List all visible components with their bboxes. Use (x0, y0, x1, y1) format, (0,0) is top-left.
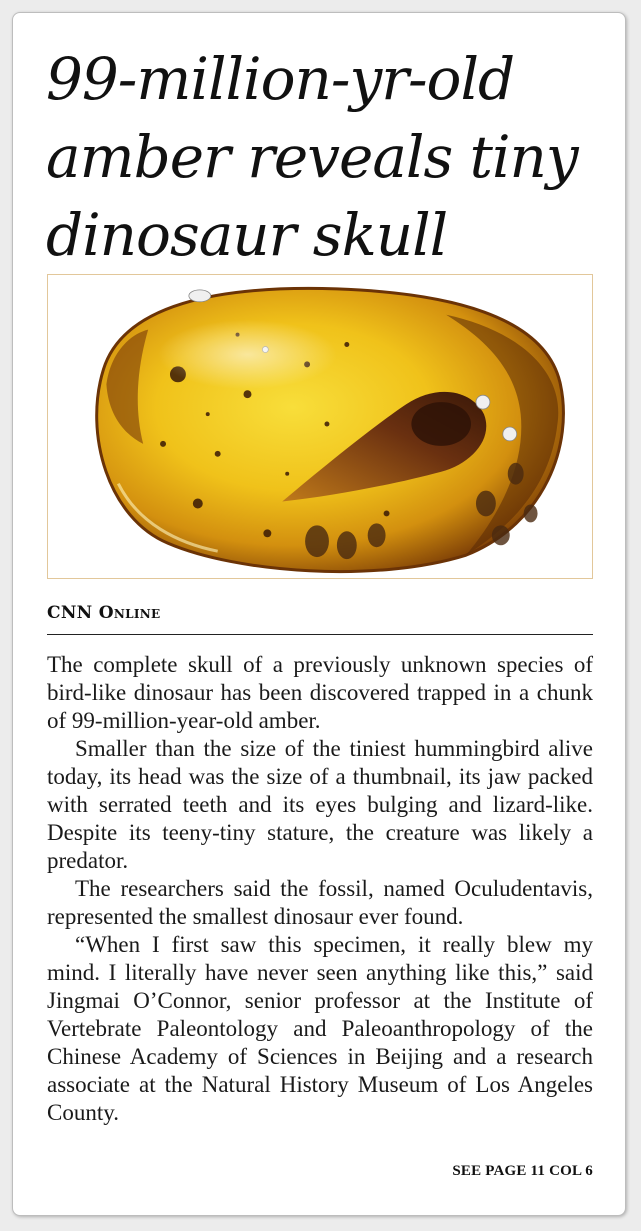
continued-link[interactable]: SEE PAGE 11 COL 6 (452, 1163, 593, 1179)
article-body (47, 651, 593, 1127)
headline: 99-million-yr-old amber reveals tiny dinosaur skull (46, 45, 578, 269)
divider (47, 634, 593, 635)
paragraph: Smaller than the size of the tiniest hummingbird alive today, its head was the size of a thumbnail, its jaw packed with serrated teeth and its eyes bulging and lizard-like. Despite its teeny-tiny stature, the creature was likely a predator. (47, 736, 593, 873)
amber-image (48, 275, 592, 578)
paragraph: The researchers said the fossil, named Oculudentavis, represented the smallest dinosaur ever found. (47, 876, 593, 929)
paragraph: The complete skull of a previously unknown species of bird-like dinosaur has been discovered trapped in a chunk of 99-million-year-old amber. (47, 652, 593, 733)
source-credit: CNN Online (47, 603, 161, 623)
paragraph: “When I first saw this specimen, it really blew my mind. I literally have never seen anything like this,” said Jingmai O’Connor, senior professor at the Institute of Vertebrate Paleontology and Paleoanthropology of the Chinese Academy of Sciences in Beijing and a research associate at the Natural History Museum of Los Angeles County. (47, 932, 593, 1125)
amber-photo (47, 274, 593, 579)
